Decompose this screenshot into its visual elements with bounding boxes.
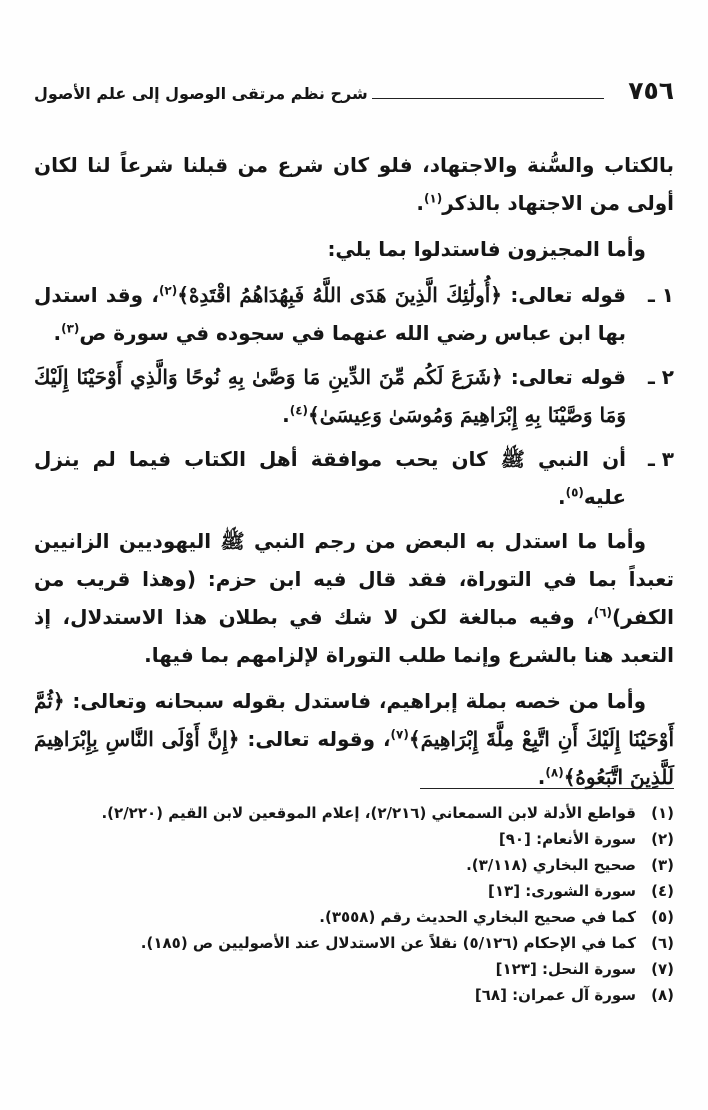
quran-verse-2: ﴿شَرَعَ لَكُم مِّنَ الدِّينِ مَا وَصَّىٰ بِهِ نُوحًا وَالَّذِي أَوْحَيْنَا إِلَيْكَ وَمَا وَصَّيْنَا بِهِ إِبْرَاهِيمَ وَمُوسَىٰ وَعِيسَىٰ﴾ bbox=[34, 365, 626, 427]
paragraph-3-text-a: وأما ما استدل به البعض من رجم النبي ﷺ اليهوديين الزانيين تعبداً بما في التوراة، فقد قال فيه ابن حزم: (وهذا قريب من الكفر) bbox=[34, 529, 674, 629]
footnote-number: (٥) bbox=[651, 908, 674, 926]
quran-verse-4: ﴿إِنَّ أَوْلَى النَّاسِ بِإِبْرَاهِيمَ لَلَّذِينَ اتَّبَعُوهُ﴾ bbox=[34, 727, 674, 789]
running-title: شرح نظم مرتقى الوصول إلى علم الأصول bbox=[34, 84, 368, 103]
main-text bbox=[34, 146, 674, 804]
footnote-number: (٦) bbox=[651, 934, 674, 952]
list-item-2 bbox=[34, 358, 674, 434]
list-item-1 bbox=[34, 276, 674, 352]
quran-verse-3: ﴿ثُمَّ أَوْحَيْنَا إِلَيْكَ أَنِ اتَّبِعْ مِلَّةَ إِبْرَاهِيمَ﴾ bbox=[34, 689, 675, 751]
header-rule bbox=[372, 98, 604, 99]
footnote-text: سورة الشورى: [١٣] bbox=[488, 882, 636, 900]
list-item-1-lead: قوله تعالى: bbox=[502, 283, 626, 307]
paragraph-1: بالكتاب والسُّنة والاجتهاد، فلو كان شرع من قبلنا شرعاً لنا لكان أولى من الاجتهاد بالذكر$^{(١)}$. bbox=[34, 153, 674, 215]
footnote-text: سورة آل عمران: [٦٨] bbox=[474, 986, 636, 1004]
list-item-3 bbox=[34, 440, 674, 516]
footnote bbox=[34, 956, 674, 982]
list-item-3-text: أن النبي ﷺ كان يحب موافقة أهل الكتاب فيما لم ينزل عليه$^{(٥)}$. bbox=[34, 447, 626, 509]
footnote bbox=[34, 826, 674, 852]
footnote-number: (٨) bbox=[651, 986, 674, 1004]
page-number: ٧٥٦ bbox=[628, 76, 674, 105]
footnote-number: (٤) bbox=[651, 882, 674, 900]
list-item-2-number: ٢ ـ bbox=[647, 365, 674, 389]
list-item-2-text: قوله تعالى: ﴿شَرَعَ لَكُم مِّنَ الدِّينِ مَا وَصَّىٰ بِهِ نُوحًا وَالَّذِي أَوْحَيْنَا إِلَيْكَ وَمَا وَصَّيْنَا بِهِ إِبْرَاهِيمَ وَمُوسَىٰ وَعِيسَىٰ﴾$^{(٤)}$. bbox=[34, 365, 627, 427]
footnote bbox=[34, 930, 674, 956]
footnote bbox=[34, 800, 674, 826]
footnote-text: كما في الإحكام (٥/١٢٦) نقلاً عن الاستدلال عند الأصوليين ص (١٨٥). bbox=[140, 934, 636, 952]
quran-verse-1: ﴿أُولَٰئِكَ الَّذِينَ هَدَى اللَّهُ فَبِهُدَاهُمُ اقْتَدِهْ﴾ bbox=[177, 283, 503, 307]
paragraph-3 bbox=[34, 522, 674, 674]
footnote bbox=[34, 852, 674, 878]
list-item-3-number: ٣ ـ bbox=[647, 447, 674, 471]
footnote-ref-7: (٧) bbox=[390, 727, 409, 742]
footnote-text: سورة الأنعام: [٩٠] bbox=[498, 830, 636, 848]
footnote-ref-8: (٨) bbox=[545, 765, 564, 780]
list-item-3-lead: أن النبي ﷺ كان يحب موافقة أهل الكتاب فيما لم ينزل عليه bbox=[34, 447, 626, 509]
footnote bbox=[34, 904, 674, 930]
footnote-ref-2: (٢) bbox=[158, 283, 178, 298]
footnote-number: (٧) bbox=[651, 960, 674, 978]
footnote bbox=[34, 982, 674, 1008]
footnote-ref-5: (٥) bbox=[565, 485, 584, 500]
list-item-1-text: قوله تعالى: ﴿أُولَٰئِكَ الَّذِينَ هَدَى اللَّهُ فَبِهُدَاهُمُ اقْتَدِهْ﴾$^{(٢)}$، وقد استدل بها ابن عباس رضي الله عنهما في سجوده في سورة ص$^{(٣)}$. bbox=[34, 283, 626, 345]
footnote bbox=[34, 878, 674, 904]
list-item-1-number: ١ ـ bbox=[647, 283, 674, 307]
footnote-text: كما في صحيح البخاري الحديث رقم (٣٥٥٨). bbox=[319, 908, 636, 926]
footnote-number: (١) bbox=[651, 804, 674, 822]
footnote-ref-6: (٦) bbox=[593, 605, 613, 620]
footnote-ref-4: (٤) bbox=[289, 403, 309, 418]
paragraph-3-text-b: ، وفيه مبالغة لكن لا شك في بطلان هذا الاستدلال، إذ التعبد هنا بالشرع وإنما طلب التوراة لإلزامهم بما فيها. bbox=[34, 605, 674, 667]
list-item-1-rest: ، وقد استدل بها ابن عباس رضي الله عنهما في سجوده في سورة ص bbox=[34, 283, 626, 345]
footnote-separator bbox=[420, 788, 674, 789]
footnote-ref-1: (١) bbox=[423, 191, 443, 206]
paragraph-1-text: بالكتاب والسُّنة والاجتهاد، فلو كان شرع من قبلنا شرعاً لنا لكان أولى من الاجتهاد بالذكر bbox=[34, 153, 674, 215]
list-item-2-lead: قوله تعالى: bbox=[502, 365, 627, 389]
footnote-number: (٢) bbox=[651, 830, 674, 848]
footnote-ref-3: (٣) bbox=[61, 321, 80, 336]
paragraph-4-text-b: ، وقوله تعالى: bbox=[239, 727, 391, 751]
footnote-text: سورة النحل: [١٢٣] bbox=[495, 960, 636, 978]
paragraph-4-text-a: وأما من خصه بملة إبراهيم، فاستدل بقوله سبحانه وتعالى: bbox=[64, 689, 646, 713]
paragraph-4: وأما من خصه بملة إبراهيم، فاستدل بقوله سبحانه وتعالى: ﴿ثُمَّ أَوْحَيْنَا إِلَيْكَ أَنِ اتَّبِعْ مِلَّةَ إِبْرَاهِيمَ﴾$^{(٧)}$، وقوله تعالى: ﴿إِنَّ أَوْلَى النَّاسِ بِإِبْرَاهِيمَ لَلَّذِينَ اتَّبَعُوهُ﴾$^{(٨)}$. bbox=[34, 689, 675, 789]
footnote-text: قواطع الأدلة لابن السمعاني (٢/٢١٦)، إعلام الموقعين لابن القيم (٢/٢٢٠). bbox=[101, 804, 636, 822]
page-header bbox=[34, 76, 674, 110]
footnote-number: (٣) bbox=[651, 856, 674, 874]
footnote-text: صحيح البخاري (٣/١١٨). bbox=[466, 856, 636, 874]
paragraph-2: وأما المجيزون فاستدلوا بما يلي: bbox=[327, 237, 646, 261]
footnotes bbox=[34, 800, 674, 1008]
